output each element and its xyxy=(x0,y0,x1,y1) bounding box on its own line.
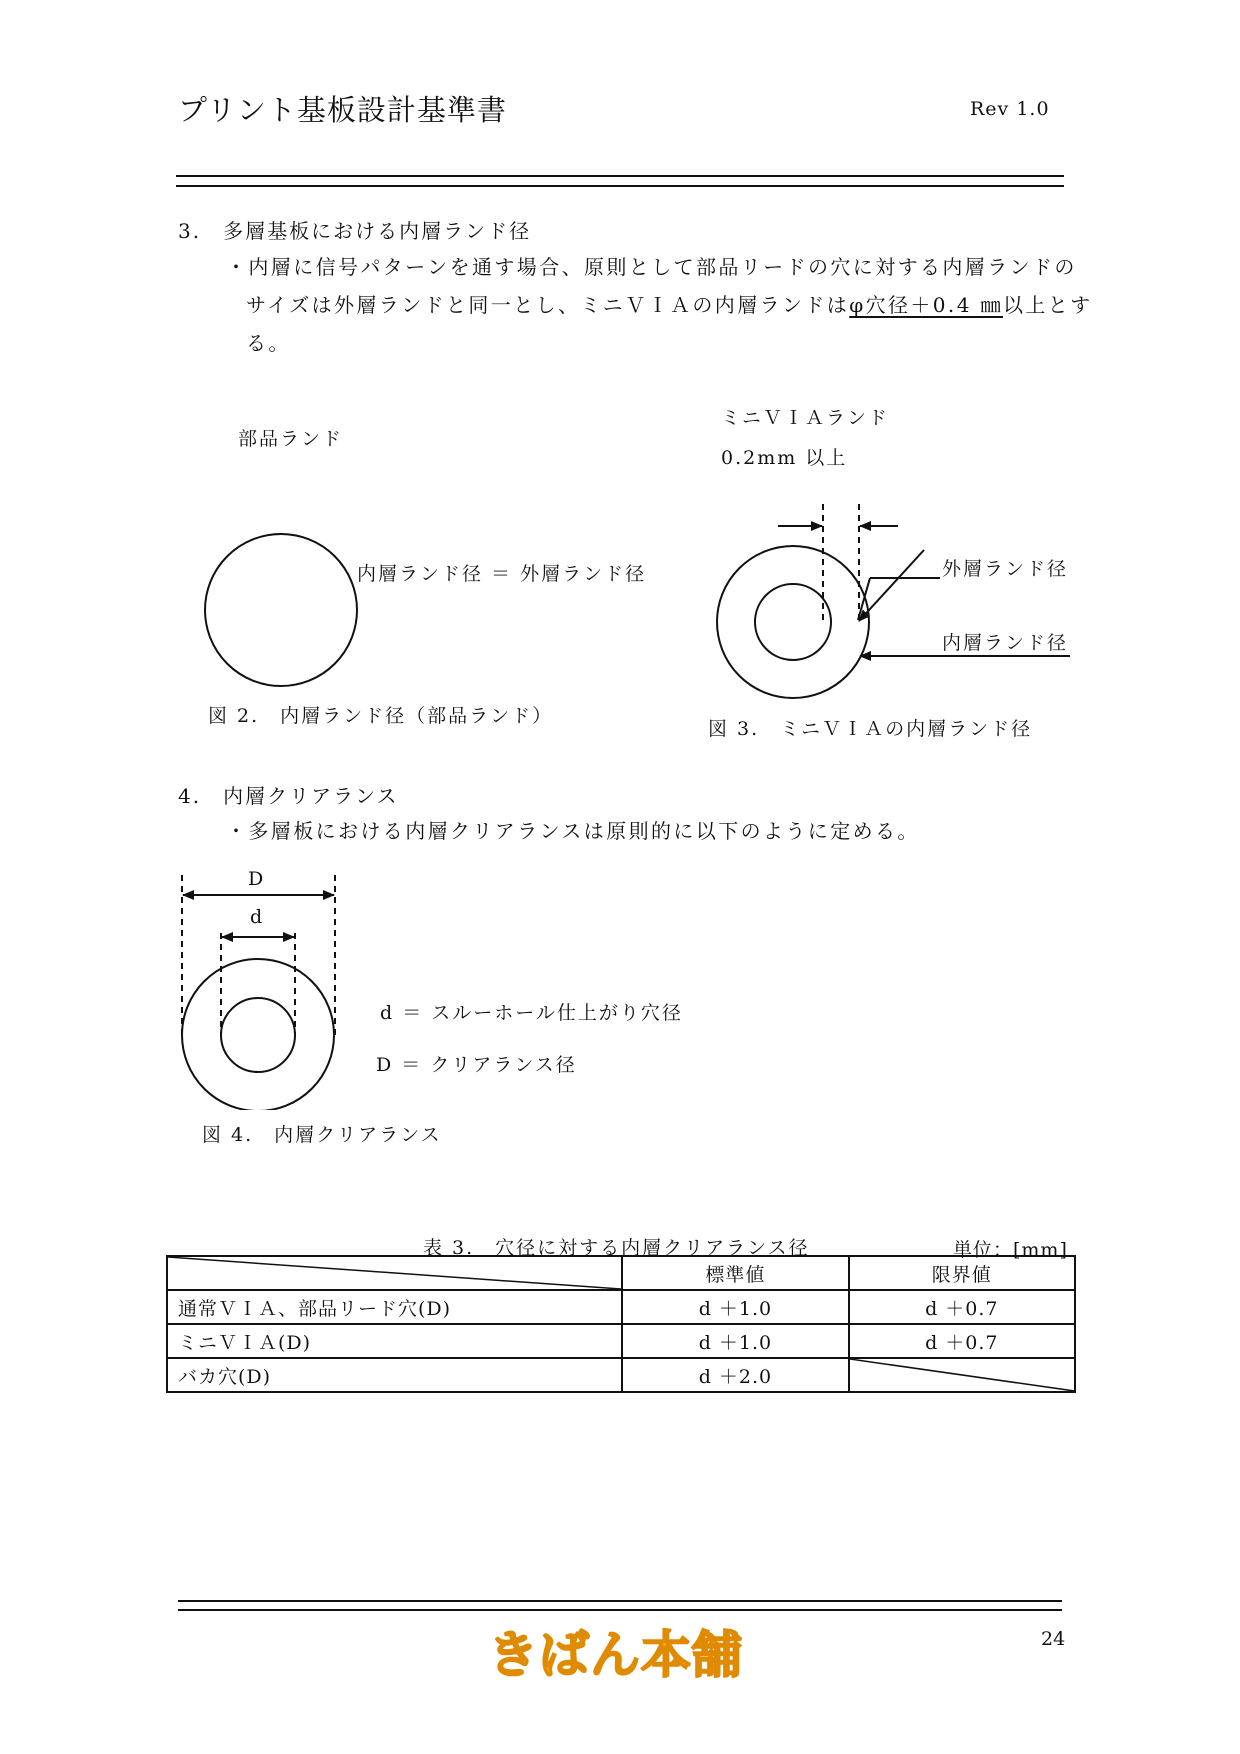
land-equation-label: 内層ランド径 ＝ 外層ランド径 xyxy=(357,563,647,585)
table-corner-cell xyxy=(167,1256,622,1290)
limit-value: d ＋0.7 xyxy=(849,1290,1075,1324)
figure3-caption: 図 3. ミニＶＩＡの内層ランド径 xyxy=(708,718,1033,740)
minivia-land-label: ミニＶＩＡランド xyxy=(721,407,890,429)
section3-paragraph xyxy=(226,248,1093,362)
section4-paragraph: ・多層板における内層クリアランスは原則的に以下のように定める。 xyxy=(226,819,920,843)
standard-value: d ＋1.0 xyxy=(622,1324,848,1358)
definition-D: D ＝ クリアランス径 xyxy=(376,1054,577,1076)
standard-value: d ＋1.0 xyxy=(622,1290,848,1324)
row-label: ミニＶＩＡ(D) xyxy=(167,1324,622,1358)
row-label: バカ穴(D) xyxy=(167,1358,622,1392)
component-land-circle xyxy=(196,525,366,695)
table-row xyxy=(167,1290,1075,1324)
figure4-caption: 図 4. 内層クリアランス xyxy=(202,1124,442,1146)
standard-value: d ＋2.0 xyxy=(622,1358,848,1392)
document-title: プリント基板設計基準書 xyxy=(178,93,507,127)
section3-line2: サイズは外層ランドと同一とし、ミニＶＩＡの内層ランドはφ穴径＋0.4 ㎜以上とす xyxy=(246,293,1093,317)
diameter-D-label: D xyxy=(248,868,266,890)
header-standard: 標準値 xyxy=(622,1256,848,1290)
section3-line1: ・内層に信号パターンを通す場合、原則として部品リードの穴に対する内層ランドの xyxy=(226,255,1077,279)
table-row xyxy=(167,1324,1075,1358)
kiban-honpo-logo: きばん本舗 xyxy=(488,1626,743,1684)
limit-value-na xyxy=(849,1358,1075,1392)
outer-land-label: 外層ランド径 xyxy=(942,558,1069,580)
table-header-row xyxy=(167,1256,1075,1290)
clearance-diagram xyxy=(170,865,350,1110)
inner-land-spec: φ穴径＋0.4 ㎜ xyxy=(849,293,1003,317)
clearance-table xyxy=(166,1255,1076,1393)
footer-rule-top xyxy=(178,1600,1062,1602)
table3-caption: 表 3. 穴径に対する内層クリアランス径 xyxy=(423,1237,810,1259)
inner-land-label: 内層ランド径 xyxy=(942,632,1069,654)
row-label: 通常ＶＩＡ、部品リード穴(D) xyxy=(167,1290,622,1324)
diameter-d-label: d xyxy=(250,906,265,928)
table-row xyxy=(167,1358,1075,1392)
component-land-label: 部品ランド xyxy=(238,428,344,450)
table3-unit: 単位：[mm] xyxy=(953,1239,1068,1261)
section3-line3: る。 xyxy=(246,331,291,355)
footer-rule-bottom xyxy=(178,1609,1062,1611)
page-number: 24 xyxy=(1041,1628,1066,1650)
section3-heading: 3. 多層基板における内層ランド径 xyxy=(178,219,532,243)
minivia-land-diagram xyxy=(690,500,1080,720)
definition-d: d ＝ スルーホール仕上がり穴径 xyxy=(380,1002,683,1024)
header-rule-bottom xyxy=(176,185,1064,187)
revision-label: Rev 1.0 xyxy=(970,98,1050,120)
header-rule-top xyxy=(176,175,1064,177)
min-width-label: 0.2mm 以上 xyxy=(721,447,848,469)
section4-heading: 4. 内層クリアランス xyxy=(178,784,399,808)
figure2-caption: 図 2. 内層ランド径（部品ランド） xyxy=(208,705,554,727)
limit-value: d ＋0.7 xyxy=(849,1324,1075,1358)
header-limit: 限界値 xyxy=(849,1256,1075,1290)
